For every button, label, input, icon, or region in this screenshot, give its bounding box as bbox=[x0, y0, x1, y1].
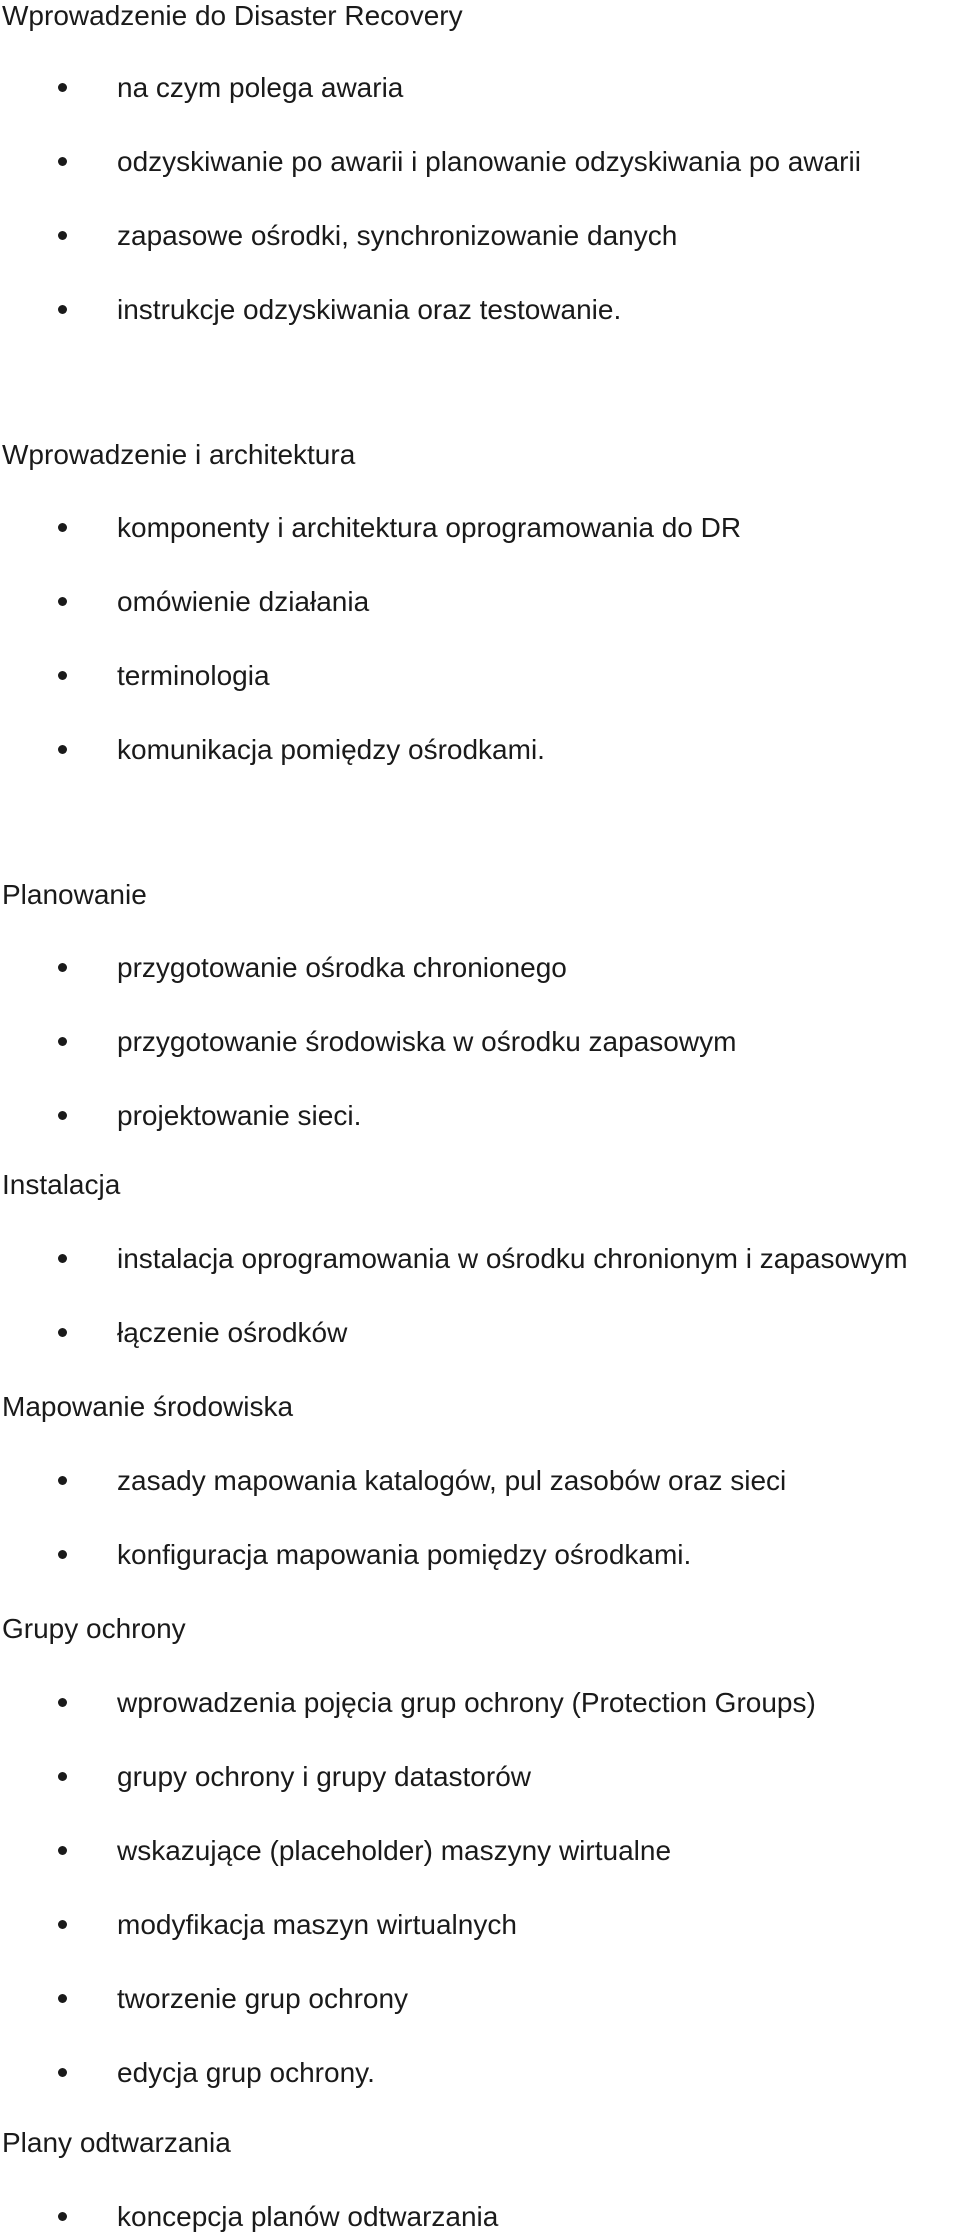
section-heading: Wprowadzenie i architektura bbox=[2, 439, 356, 470]
section-heading: Mapowanie środowiska bbox=[2, 1391, 294, 1422]
list-item: tworzenie grup ochrony bbox=[117, 1983, 409, 2014]
bullet-icon bbox=[58, 671, 67, 680]
list-item: projektowanie sieci. bbox=[117, 1100, 362, 1131]
section-heading: Wprowadzenie do Disaster Recovery bbox=[2, 0, 463, 31]
list-item: odzyskiwanie po awarii i planowanie odzyskiwania po awarii bbox=[117, 146, 861, 177]
list-item: komunikacja pomiędzy ośrodkami. bbox=[117, 734, 545, 765]
list-item: terminologia bbox=[117, 660, 270, 691]
list-item: przygotowanie środowiska w ośrodku zapasowym bbox=[117, 1026, 737, 1057]
bullet-icon bbox=[58, 1037, 67, 1046]
list-item: konfiguracja mapowania pomiędzy ośrodkami. bbox=[117, 1539, 692, 1570]
list-item: wprowadzenia pojęcia grup ochrony (Protection Groups) bbox=[117, 1687, 816, 1718]
bullet-icon bbox=[58, 1994, 67, 2003]
bullet-icon bbox=[58, 1550, 67, 1559]
bullet-icon bbox=[58, 1254, 67, 1263]
list-item: zasady mapowania katalogów, pul zasobów oraz sieci bbox=[117, 1465, 787, 1496]
list-item: zapasowe ośrodki, synchronizowanie danych bbox=[117, 220, 678, 251]
section-heading: Grupy ochrony bbox=[2, 1613, 186, 1644]
bullet-icon bbox=[58, 83, 67, 92]
bullet-icon bbox=[58, 2212, 67, 2221]
list-item: przygotowanie ośrodka chronionego bbox=[117, 952, 567, 983]
bullet-icon bbox=[58, 963, 67, 972]
bullet-icon bbox=[58, 305, 67, 314]
section-heading: Plany odtwarzania bbox=[2, 2127, 231, 2158]
bullet-icon bbox=[58, 523, 67, 532]
list-item: grupy ochrony i grupy datastorów bbox=[117, 1761, 531, 1792]
list-item: łączenie ośrodków bbox=[117, 1317, 348, 1348]
bullet-icon bbox=[58, 1328, 67, 1337]
list-item: komponenty i architektura oprogramowania do DR bbox=[117, 512, 742, 543]
bullet-icon bbox=[58, 597, 67, 606]
list-item: instrukcje odzyskiwania oraz testowanie. bbox=[117, 294, 622, 325]
section-heading: Planowanie bbox=[2, 879, 147, 910]
list-item: koncepcja planów odtwarzania bbox=[117, 2201, 499, 2232]
list-item: instalacja oprogramowania w ośrodku chronionym i zapasowym bbox=[117, 1243, 908, 1274]
bullet-icon bbox=[58, 1920, 67, 1929]
bullet-icon bbox=[58, 1698, 67, 1707]
bullet-icon bbox=[58, 2068, 67, 2077]
section-heading: Instalacja bbox=[2, 1169, 121, 1200]
list-item: na czym polega awaria bbox=[117, 72, 404, 103]
bullet-icon bbox=[58, 1476, 67, 1485]
list-item: wskazujące (placeholder) maszyny wirtualne bbox=[117, 1835, 672, 1866]
bullet-icon bbox=[58, 1846, 67, 1855]
bullet-icon bbox=[58, 157, 67, 166]
bullet-icon bbox=[58, 1772, 67, 1781]
list-item: modyfikacja maszyn wirtualnych bbox=[117, 1909, 517, 1940]
bullet-icon bbox=[58, 745, 67, 754]
list-item: edycja grup ochrony. bbox=[117, 2057, 375, 2088]
bullet-icon bbox=[58, 1111, 67, 1120]
list-item: omówienie działania bbox=[117, 586, 370, 617]
bullet-icon bbox=[58, 231, 67, 240]
